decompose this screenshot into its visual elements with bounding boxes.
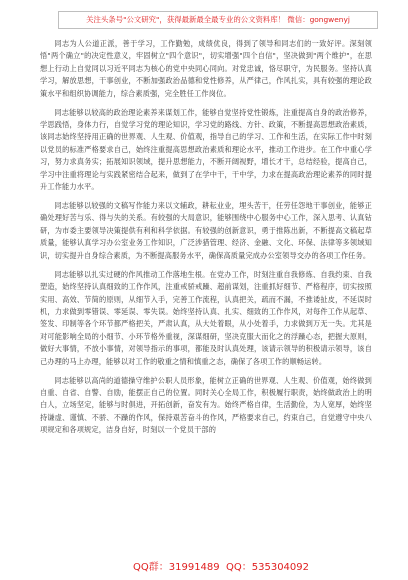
- paragraph-1: 同志为人公道正派，善于学习，工作勤勉，成绩优良，得到了领导和同志们的一致好评。深刻领悟"两个确立"的决定性意义，牢固树立"四个意识"，切实增强"四个自信"，坚决做到"两个维护"，在思想上行动上自觉同以习近平同志为核心的党中央同心同向。对党忠诚，恪尽职守，为民服务。坚持认真学习，解放思想，干事创业，不断加强政治品德和党性修养，从严律己，作风扎实，具有较强的理论政策水平和组织协调能力，综合素质强，完全胜任工作岗位。: [40, 39, 372, 98]
- paragraph-4: 同志能够以扎实过硬的作风推动工作落地生根。在党办工作，时刻注重自我修炼、自我约束、自我塑造，始终坚持认真细致的工作作风，注重戒骄戒躁、超前谋划，注重抓好细节、严格程序，切实按照实用、高效、节简的原则，从细节入手，完善工作流程，认真把关，疏而不漏，不推诿扯皮，不延误时机，力求做到零错误、零延误、零失误。始终坚持认真、扎实、细致的工作作风，对每件工作从起草、签发、印制等各个环节都严格把关，严肃认真，从大处着眼，从小处着手，力求做到万无一失。尤其是对可能影响全局的小细节、小环节格外重视，深谋细研，坚决克服大而化之的浮躁心态，把握大原则，做好大事情，不放小事情，对领导指示的事项，都能及时认真处理，该请示领导的积极请示领导，该自己办理的马上办理，能够以对工作的敬重之情和慎重之态，确保了各项工作的顺畅运转。: [40, 269, 372, 366]
- paragraph-5: 同志能够以高尚的道德操守维护公职人员形象，能树立正确的世界观、人生观、价值观，始终做到自重、自省、自警、自励，能摆正自己的位置。同时关心全局工作，积极履行职责，始终做政治上的明白人，立场坚定，能够与时俱进，开拓创新，奋发有为。始终严格自律，生活勤俭，为人宽厚，始终坚持谦虚、谨慎、不骄、不躁的作风，保持艰苦奋斗的作风，严格要求自己，约束自己，自觉遵守中央八项规定和各项规定，洁身自好，时刻以一个党员干部的: [40, 375, 372, 435]
- header-banner: [58, 11, 378, 29]
- banner-text: 关注头条号"公文研究"，获得最新最全最专业的公文资料库！ 微信：gongwenyj: [86, 15, 350, 24]
- paragraph-3: 同志能够以较强的文稿写作能力来以文辅政，耕耘业业，埋头苦干，任劳任怨地干事创业，能够正确处理好苦与乐、得与失的关系。有较强的大局意识，能够围绕中心服务中心工作，深入思考、认真钻研，为市委主要领导决策提供有利和科学依据。有较强的创新意识，勇于推陈出新，不断提高文稿起草质量，能够认真学习办公室业务工作知识，广泛涉猎管理、经济、金融、文化、环保、法律等多领域知识，切实提升自身综合素质，为不断提高服务水平，确保高质量完成办公室领导交办的各项工作任务。: [40, 201, 372, 260]
- document-body: [40, 38, 372, 443]
- footer-contact: [0, 558, 408, 572]
- paragraph-2: 同志能够以较高的政治理论素养来谋划工作，能够自觉坚持党性锻炼，注重提高自身的政治修养，学思践悟，身体力行，自觉学习党的理论知识，学习党的路线、方针、政策，不断提高思想政治素质，该同志始终坚持用正确的世界观、人生观、价值观，指导自己的学习、工作和生活，在实际工作中时刻以党员的标准严格要求自己，始终注重提高思想政治素质和理论水平，推动工作进步。在工作中重心学习，努力求真务实；拓展知识领域，提升思想能力，不断开阔视野，增长才干，总结经验，提高自己，学习中注重将理论与实践紧密结合起来，做到了在学中干，干中学，力求在提高政治理论素养的同时提升工作能力水平。: [40, 107, 372, 192]
- qq-group-text: QQ群：31991489: [133, 562, 220, 573]
- qq-number-text: QQ：535304092: [226, 562, 310, 573]
